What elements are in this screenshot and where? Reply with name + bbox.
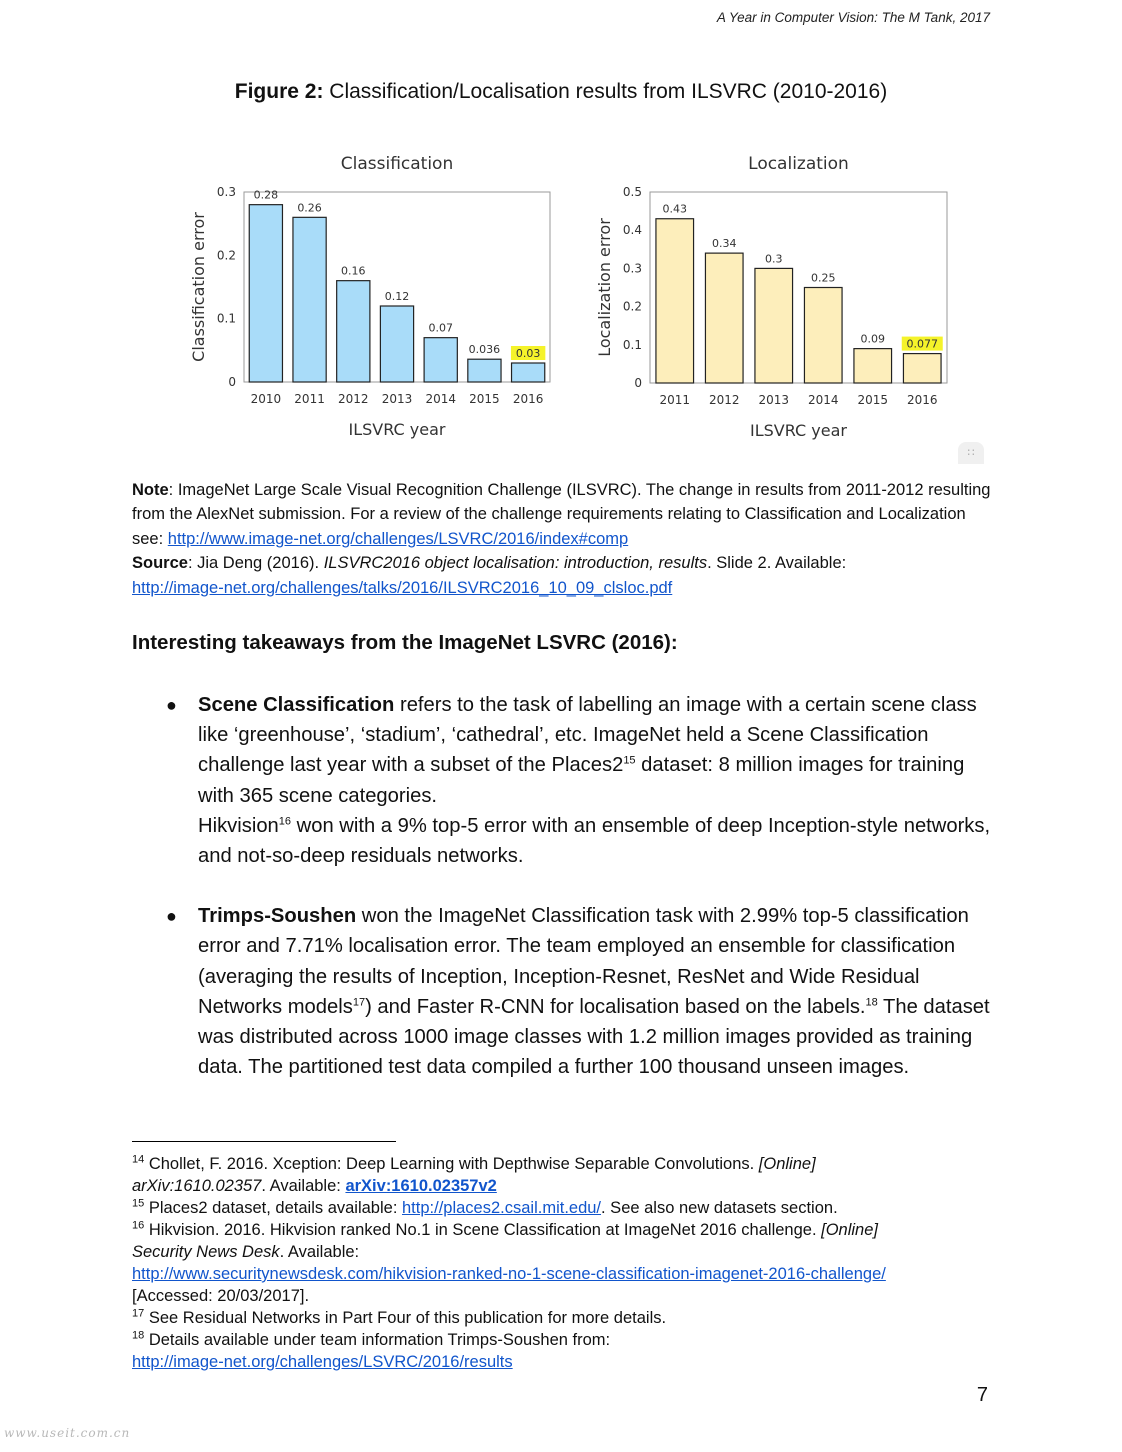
figure-note [132,478,992,600]
bar [249,205,282,382]
y-tick-label: 0.1 [216,311,236,326]
footnote-ref[interactable]: 16 [278,815,292,828]
bullet-icon: ● [166,906,177,927]
x-axis-label: ILSVRC year [348,420,446,439]
bar [903,354,941,383]
note-link[interactable]: http://www.image-net.org/challenges/LSVRC/2016/index#comp [167,529,629,548]
value-label: 0.43 [662,202,687,216]
x-tick-label: 2014 [425,392,456,406]
bullet-icon: ● [166,695,177,715]
x-tick-label: 2013 [381,392,413,406]
bar [755,268,793,383]
bar [804,288,842,384]
footnote-link[interactable]: http://image-net.org/challenges/LSVRC/2016/results [132,1353,513,1371]
x-tick-label: 2015 [857,393,889,407]
footnote-link[interactable]: http://www.securitynewsdesk.com/hikvision-ranked-no-1-scene-classification-imagenet-2016-challenge/ [132,1265,886,1283]
y-tick-label: 0 [228,375,236,389]
source-label: Source [132,554,188,573]
localization-chart [590,145,970,445]
footnote-online: [Online] [821,1221,878,1239]
bar [854,349,892,383]
y-tick-label: 0.3 [216,185,236,199]
value-label: 0.12 [384,290,410,303]
plot-frame [650,192,947,383]
footnote-18 [132,1329,1002,1373]
bar [512,363,545,382]
footnote-text: Hikvision. 2016. Hikvision ranked No.1 in Scene Classification at ImageNet 2016 challenge. [144,1221,822,1239]
bullet-bold: Trimps-Soushen [198,905,357,928]
value-label: 0.09 [860,332,885,346]
y-axis-label: Localization error [595,218,614,357]
footnote-ref[interactable]: 18 [865,996,878,1009]
value-label: 0.07 [428,321,453,335]
value-label: 0.03 [515,347,541,360]
footnote-link[interactable]: http://places2.csail.mit.edu/ [402,1199,602,1217]
value-label: 0.34 [712,237,737,251]
value-label: 0.036 [468,343,501,357]
footnote-number: 18 [132,1329,145,1342]
value-label: 0.077 [906,337,938,351]
watermark: www.useit.com.cn [4,1426,131,1440]
bar [380,306,413,382]
x-tick-label: 2013 [758,393,790,407]
footnote-text: . Available: [261,1177,346,1195]
y-tick-label: 0.4 [622,223,642,238]
source-title: ILSVRC2016 object localisation: introduction, results [323,554,708,573]
footnote-14 [132,1153,1002,1197]
bullet-bold: Scene Classification [198,694,395,716]
running-header: A Year in Computer Vision: The M Tank, 2017 [716,10,990,25]
note-text: : ImageNet Large Scale Visual Recognition Challenge (ILSVRC). The change in results from 2011-2012 resulting from the AlexNet submission. For a review of the challenge requirements relating to Classification and Localization see: [132,481,991,548]
bar [424,338,457,382]
y-tick-label: 0.1 [622,337,642,352]
source-text: : Jia Deng (2016). [187,554,324,573]
footnote-number: 14 [132,1153,145,1166]
bar [468,359,501,382]
footnote-16 [132,1219,1002,1307]
section-heading: Interesting takeaways from the ImageNet LSVRC (2016): [132,631,678,654]
footnote-online: [Online] [758,1155,816,1173]
footnote-text: Places2 dataset, details available: [144,1199,402,1217]
figure-label: Figure 2: [234,80,324,103]
y-tick-label: 0.2 [622,299,642,314]
footnote-number: 16 [132,1219,145,1232]
list-item [132,690,1002,871]
chart-title: Classification [340,154,454,174]
page-number: 7 [976,1384,988,1406]
chart-title: Localization [748,154,849,174]
y-tick-label: 0.2 [216,248,236,263]
footnotes [132,1153,1002,1373]
footnote-ref[interactable]: 15 [623,754,636,767]
bullet-text: ) and Faster R-CNN for localisation based on the labels. [365,995,866,1018]
bar [293,217,326,382]
bar [705,253,743,383]
footnote-link[interactable]: arXiv:1610.02357v2 [345,1177,497,1195]
value-label: 0.25 [811,271,836,285]
bullet-text: won the ImageNet Classification task with 2.99% top-5 classification error and 7.71% localisation error. The team employed an ensemble for classification (averaging the results of Inception, Inception-Resnet, ResNet and Wide Residual Networks models [198,905,969,1018]
source-link[interactable]: http://image-net.org/challenges/talks/2016/ILSVRC2016_10_09_clsloc.pdf [132,578,673,597]
footnote-text: [Accessed: 20/03/2017]. [132,1287,310,1305]
x-tick-label: 2011 [294,392,325,406]
bullet-text: Hikvision [198,814,279,837]
value-label: 0.16 [341,264,366,278]
x-axis-label: ILSVRC year [749,421,848,440]
x-tick-label: 2012 [338,392,369,406]
value-label: 0.28 [253,188,279,202]
footnote-outlet: Security News Desk [132,1243,280,1261]
bar [656,219,694,383]
bullet-text: dataset: 8 million images for training with 365 scene categories. [198,754,965,807]
expand-icon[interactable]: ∷ [958,442,984,464]
takeaways-list [132,690,1002,1082]
footnote-text: . Available: [279,1243,360,1261]
bullet-text: won with a 9% top-5 error with an ensemble of deep Inception-style networks, and not-so-deep residuals networks. [198,814,991,868]
bar [337,281,370,382]
figure-caption-text: Classification/Localisation results from ILSVRC (2010-2016) [329,80,888,103]
x-tick-label: 2016 [906,393,938,407]
x-tick-label: 2011 [659,393,691,407]
x-tick-label: 2016 [512,392,544,406]
footnote-15 [132,1197,1002,1219]
note-label: Note [132,481,169,499]
value-label: 0.26 [297,201,322,215]
footnote-ref[interactable]: 17 [352,996,366,1009]
x-tick-label: 2014 [807,393,839,407]
x-tick-label: 2012 [708,393,740,407]
classification-chart [180,145,570,445]
value-label: 0.3 [765,252,783,266]
y-tick-label: 0.5 [622,185,642,199]
footnote-text: Details available under team information Trimps-Soushen from: [144,1331,611,1349]
footnote-text: Chollet, F. 2016. Xception: Deep Learning with Depthwise Separable Convolutions. [144,1155,759,1173]
x-tick-label: 2015 [469,392,500,406]
footnote-number: 17 [132,1307,145,1320]
y-axis-label: Classification error [189,212,208,362]
y-tick-label: 0.3 [622,261,642,276]
footnote-divider [132,1141,396,1142]
bullet-text: The dataset was distributed across 1000 image classes with 1.2 million images provided as training data. The partitioned test data compiled a further 100 thousand unseen images. [198,995,990,1079]
footnote-text: . See also new datasets section. [601,1199,838,1217]
footnote-17 [132,1307,1002,1329]
footnote-text: See Residual Networks in Part Four of this publication for more details. [144,1309,667,1327]
footnote-arxiv: arXiv:1610.02357 [132,1177,262,1195]
bullet-text: refers to the task of labelling an image with a certain scene class like ‘greenhouse’, ‘stadium’, ‘cathedral’, etc. ImageNet held a Scene Classification challenge last year with a subset of the Places2 [198,694,977,777]
list-item [132,901,1002,1082]
footnote-number: 15 [132,1197,145,1210]
figure-caption [0,80,1122,104]
x-tick-label: 2010 [250,392,282,406]
y-tick-label: 0 [634,376,642,390]
source-available: . Slide 2. Available: [707,554,847,573]
